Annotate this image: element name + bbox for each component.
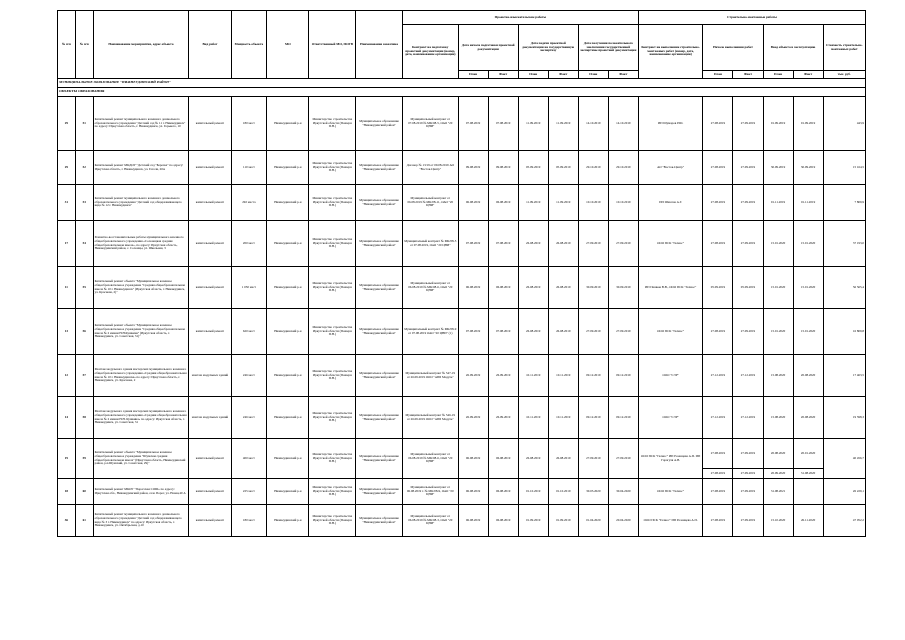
row-commission-fact: 20.08.2020 <box>793 355 823 397</box>
row-customer: Муниципальное образование "Нижнеудинский район" <box>356 151 403 185</box>
row-build-contract: ООО ПСК "Гелиос" ИП Розанцева А.П. ИП Гарагуля А.В. <box>638 439 703 479</box>
col-group-design: Проектно-изыскательские работы <box>402 11 638 25</box>
row-commission-plan: 01.09.2019 <box>763 97 793 151</box>
row-commission-fact: 01.11.2019 <box>793 185 823 221</box>
row-commission-plan-extra: 20.09.2020 <box>763 469 793 479</box>
subsection-title: ОБЪЕКТЫ ОБРАЗОВАНИЯ <box>58 88 866 97</box>
row-name: Монтаж модульного здания мастерских муниципального казенного общеобразовательного учреждения «Средняя общеобразовательная школа № 10 г. Нижнеудинска» по адресу: Иркутская область, г. Нижнеудинск, ул. Краснова, 2 <box>93 355 189 397</box>
row-expertise-result-plan: 30.03.2020 <box>578 479 608 505</box>
row-num-fin: 31 <box>58 185 76 221</box>
row-expertise-result-plan: 01.04.2020 <box>578 505 608 537</box>
row-work-type: монтаж модульных зданий <box>189 397 231 439</box>
row-customer: Муниципальное образование "Нижнеудинский район" <box>356 505 403 537</box>
row-commission-plan: 15.01.2020 <box>763 221 793 267</box>
row-expertise-submit-plan: 26.08.2019 <box>518 221 548 267</box>
row-cost: 37 193,0 <box>823 221 865 267</box>
row-expertise-result-plan: 09.12.2019 <box>578 355 608 397</box>
row-mo: Нижнеудинский р-н <box>267 221 309 267</box>
row-name: Капитальный ремонт МКДОУ "Детский сад "Березка" по адресу: Иркутская область, г. Нижнеудинск, ул. Гоголя, 20А <box>93 151 189 185</box>
col-resp: Ответственный МО, ПОГВ <box>309 11 356 79</box>
row-expertise-submit-plan: 26.08.2019 <box>518 309 548 355</box>
row-name: Капитальный ремонт муниципального казенного дошкольного образовательного учреждения "Детский сад № 11 г. Нижнеудинск" по адресу: Иркутская область, г. Нижнеудинск, ул. Горького, 10 <box>93 97 189 151</box>
row-commission-plan: 15.08.2020 <box>763 397 793 439</box>
row-design-start-fact: 26.09.2019 <box>488 355 518 397</box>
row-num-fin: 29 <box>58 97 76 151</box>
row-commission-fact: 20.08.2020 <box>793 397 823 439</box>
row-customer: Муниципальное образование "Нижнеудинский район" <box>356 221 403 267</box>
row-design-contract: Муниципальный контракт от 06.08.2019 г. № МК/08-9, ОАО "20 ЦНИ" <box>402 479 458 505</box>
row-customer: Муниципальное образование "Нижнеудинский район" <box>356 309 403 355</box>
row-work-type: капитальный ремонт <box>189 97 231 151</box>
row-work-type: капитальный ремонт <box>189 185 231 221</box>
row-build-start-fact: 27.09.2019 <box>733 479 763 505</box>
row-num: 53 <box>75 185 93 221</box>
row-build-start-plan: 27.08.2019 <box>703 505 733 537</box>
fact-label: Факт <box>793 71 823 79</box>
row-design-contract: Муниципальный контракт № 547-19 от 26.09.2019 ООО "АПБ Модуль" <box>402 355 458 397</box>
row-design-start-fact: 06.08.2019 <box>488 439 518 479</box>
col-num-fin: № п/п <box>58 11 76 79</box>
row-resp: Министерство строительства Иркутской области (Пошерн П.Н.) <box>309 309 356 355</box>
row-build-start-plan: 27.12.2019 <box>703 397 733 439</box>
row-commission-fact: 26.11.2020 <box>793 505 823 537</box>
row-design-contract: Муниципальный контракт от 07.08.2019 № МК/08-5, ОАО "20 ЦНИ" <box>402 97 458 151</box>
col-expertise-result: Дата получения положительного заключения государственной экспертизы проектной документации <box>578 25 638 71</box>
row-commission-plan: 15.08.2020 <box>763 355 793 397</box>
row-build-start-fact: 05.09.2019 <box>733 267 763 309</box>
row-design-contract: Договор № 13/19 от 09.08.2019 АО "Восток-Центр" <box>402 151 458 185</box>
table-row <box>58 355 866 397</box>
row-mo: Нижнеудинский р-н <box>267 479 309 505</box>
row-cost: 17 463,5 <box>823 355 865 397</box>
col-design-start: Дата начала подготовки проектной документации <box>458 25 518 71</box>
row-commission-fact: 01.09.2019 <box>793 97 823 151</box>
row-name: Капитальный ремонт муниципального казенного дошкольного образовательного учреждения "Детский сад общеразвивающего вида № 12 г. Нижнеудинск" <box>93 185 189 221</box>
row-build-start-fact: 27.09.2019 <box>733 505 763 537</box>
row-mo: Нижнеудинский р-н <box>267 439 309 479</box>
document-sheet <box>57 10 866 537</box>
row-mo: Нижнеудинский р-н <box>267 355 309 397</box>
row-cost: 19 598,3 <box>823 397 865 439</box>
row-build-start-fact: 27.12.2019 <box>733 355 763 397</box>
row-num: 55 <box>75 267 93 309</box>
row-expertise-submit-fact: 01.09.2019 <box>548 505 578 537</box>
row-work-type: капитальный ремонт <box>189 267 231 309</box>
row-mo: Нижнеудинский р-н <box>267 309 309 355</box>
row-num-fin: 13 <box>58 309 76 355</box>
row-build-contract: ИП Пашков В.В., ООО ПСК "Гелиос" <box>638 267 703 309</box>
row-design-start-plan: 26.09.2019 <box>458 397 488 439</box>
row-cost: 40 456,7 <box>823 439 865 479</box>
row-design-start-plan: 06.08.2019 <box>458 267 488 309</box>
row-design-contract: Муниципальный контракт от 06.08.2019 № МК/08-11, ОАО "20 ЦНИ" <box>402 185 458 221</box>
row-mo: Нижнеудинский р-н <box>267 397 309 439</box>
row-capacity: 180 мест <box>231 505 267 537</box>
row-build-start-plan: 27.08.2019 <box>703 97 733 151</box>
col-num: № п/п <box>75 11 93 79</box>
row-resp: Министерство строительства Иркутской области (Пошерн П.Н.) <box>309 185 356 221</box>
row-expertise-result-plan: 30.09.2019 <box>578 267 608 309</box>
row-design-start-fact: 07.08.2019 <box>488 97 518 151</box>
row-capacity: 180 мест <box>231 97 267 151</box>
row-work-type: капитальный ремонт <box>189 439 231 479</box>
table-row <box>58 151 866 185</box>
row-commission-fact: 15.01.2020 <box>793 221 823 267</box>
row-build-start-fact: 27.09.2019 <box>733 97 763 151</box>
row-expertise-submit-fact: 26.08.2019 <box>548 267 578 309</box>
row-design-start-plan: 06.08.2019 <box>458 439 488 479</box>
row-design-start-fact: 06.08.2019 <box>488 185 518 221</box>
row-commission-fact <box>793 479 823 505</box>
row-build-contract: ООО "СЭР" <box>638 397 703 439</box>
row-expertise-result-fact: 20.04.2020 <box>608 505 638 537</box>
row-capacity: 620 мест <box>231 309 267 355</box>
row-capacity: 110 мест <box>231 151 267 185</box>
row-expertise-submit-fact: 26.08.2019 <box>548 439 578 479</box>
row-cost: 47 052,2 <box>823 505 865 537</box>
row-build-start-plan: 27.08.2019 <box>703 309 733 355</box>
col-cost: Стоимость строительно-монтажных работ <box>823 25 865 71</box>
row-build-start-plan: 05.09.2019 <box>703 267 733 309</box>
row-expertise-submit-plan: 01.10.2019 <box>518 479 548 505</box>
row-num-fin: 36 <box>58 505 76 537</box>
row-commission-fact: 20.01.2020 <box>793 439 823 469</box>
row-num-fin: 29 <box>58 151 76 185</box>
row-build-start-fact: 27.09.2019 <box>733 309 763 355</box>
row-expertise-result-plan: 27.09.2019 <box>578 439 608 479</box>
row-capacity: 200 мест <box>231 221 267 267</box>
row-expertise-submit-plan: 11.09.2019 <box>518 185 548 221</box>
row-cost: 15 164,5 <box>823 151 865 185</box>
row-num-fin: 12 <box>58 355 76 397</box>
table-row <box>58 479 866 505</box>
row-expertise-submit-plan: 26.08.2019 <box>518 267 548 309</box>
col-capacity: Мощность объекта <box>231 11 267 79</box>
row-expertise-submit-plan: 05.09.2019 <box>518 151 548 185</box>
row-capacity: 246 мест <box>231 397 267 439</box>
row-expertise-submit-plan: 10.11.2019 <box>518 397 548 439</box>
row-expertise-submit-fact: 11.09.2019 <box>548 97 578 151</box>
row-work-type: капитальный ремонт <box>189 151 231 185</box>
row-capacity: 225 мест <box>231 479 267 505</box>
fact-label: Факт <box>608 71 638 79</box>
row-design-start-plan: 09.08.2019 <box>458 151 488 185</box>
row-capacity: 246 мест <box>231 355 267 397</box>
row-expertise-submit-fact: 10.11.2019 <box>548 397 578 439</box>
row-design-start-plan: 07.08.2019 <box>458 221 488 267</box>
row-build-start-fact: 27.09.2019 <box>733 185 763 221</box>
row-expertise-submit-fact: 26.08.2019 <box>548 221 578 267</box>
row-resp: Министерство строительства Иркутской области (Пошерн П.Н.) <box>309 267 356 309</box>
objects-table <box>57 10 866 537</box>
row-build-contract: ИП Шмотов А.Г. <box>638 185 703 221</box>
row-build-start-fact: 27.12.2019 <box>733 397 763 439</box>
row-expertise-result-plan: 09.12.2019 <box>578 397 608 439</box>
row-expertise-result-plan: 29.10.2019 <box>578 151 608 185</box>
row-work-type: капитальный ремонт <box>189 505 231 537</box>
table-body <box>58 79 866 537</box>
row-name: Ремонтно-восстановительные работы муниципального казенного общеобразовательного учреждения «Солонецкая средняя общеобразовательная школа», по адресу: Иркутская область, Нижнеудинский район, с. Солонцы, ул. Школьная, 3 <box>93 221 189 267</box>
row-mo: Нижнеудинский р-н <box>267 151 309 185</box>
row-commission-fact: 15.01.2020 <box>793 267 823 309</box>
row-name: Капитальный ремонт муниципального казенного дошкольного образовательного учреждения "Детский сад общеразвивающего вида № 3 г. Нижнеудинск" по адресу: Иркутская область, г. Нижнеудинск, ул. Октябрьская, д.10 <box>93 505 189 537</box>
row-resp: Министерство строительства Иркутской области (Пошерн П.Н.) <box>309 221 356 267</box>
plan-label: План <box>703 71 733 79</box>
row-build-contract: ООО ПСК "Гелиос" <box>638 479 703 505</box>
row-design-start-fact: 07.08.2019 <box>488 309 518 355</box>
row-expertise-submit-fact: 11.09.2019 <box>548 185 578 221</box>
row-design-start-fact: 09.08.2019 <box>488 151 518 185</box>
row-customer: Муниципальное образование "Нижнеудинский район" <box>356 97 403 151</box>
row-commission-plan: 15.01.2020 <box>763 309 793 355</box>
col-name: Наименование мероприятия, адрес объекта <box>93 11 189 79</box>
row-expertise-result-fact: 30.09.2019 <box>608 267 638 309</box>
col-work-type: Вид работ <box>189 11 231 79</box>
row-num: 60 <box>75 479 93 505</box>
row-num: 52 <box>75 151 93 185</box>
col-customer: Наименование заказчика <box>356 11 403 79</box>
row-num: 59 <box>75 439 93 479</box>
col-commission: Ввод объекта в эксплуатацию <box>763 25 823 71</box>
row-build-start-plan: 27.08.2019 <box>703 151 733 185</box>
row-resp: Министерство строительства Иркутской области (Пошерн П.Н.) <box>309 505 356 537</box>
row-num: 61 <box>75 505 93 537</box>
table-row <box>58 185 866 221</box>
row-customer: Муниципальное образование "Нижнеудинский район" <box>356 397 403 439</box>
row-build-start-plan: 27.08.2019 <box>703 185 733 221</box>
row-mo: Нижнеудинский р-н <box>267 267 309 309</box>
fact-label: Факт <box>733 71 763 79</box>
row-expertise-result-fact: 27.09.2019 <box>608 439 638 479</box>
table-row <box>58 97 866 151</box>
plan-label: План <box>763 71 793 79</box>
row-expertise-result-plan: 14.10.2019 <box>578 97 608 151</box>
row-build-contract: ООО ПСК "Гелиос" <box>638 309 703 355</box>
row-design-start-plan: 26.09.2019 <box>458 355 488 397</box>
row-num: 54 <box>75 221 93 267</box>
row-commission-fact-extra: 31.08.2020 <box>793 469 823 479</box>
row-expertise-submit-plan: 11.09.2019 <box>518 97 548 151</box>
row-customer: Муниципальное образование "Нижнеудинский район" <box>356 185 403 221</box>
row-resp: Министерство строительства Иркутской области (Пошерн П.Н.) <box>309 439 356 479</box>
row-build-start-fact: 27.09.2019 <box>733 151 763 185</box>
row-design-start-fact: 06.08.2019 <box>488 267 518 309</box>
row-expertise-result-fact: 30.04.2020 <box>608 479 638 505</box>
row-expertise-result-plan: 10.10.2019 <box>578 185 608 221</box>
row-num: 57 <box>75 355 93 397</box>
row-mo: Нижнеудинский р-н <box>267 505 309 537</box>
row-customer: Муниципальное образование "Нижнеудинский район" <box>356 439 403 479</box>
row-design-start-fact: 06.08.2019 <box>488 505 518 537</box>
row-work-type: капитальный ремонт <box>189 221 231 267</box>
row-num-fin: 19 <box>58 439 76 479</box>
row-expertise-submit-plan: 01.09.2019 <box>518 505 548 537</box>
row-design-start-fact: 06.08.2019 <box>488 479 518 505</box>
row-commission-plan: 01.11.2019 <box>763 185 793 221</box>
row-cost: 443,9 <box>823 97 865 151</box>
row-design-contract: Муниципальный контракт № МК/08-5 от 07.08.2019, ОАО "20 ЦНИ" <box>402 221 458 267</box>
row-build-start-plan: 27.08.2019 <box>703 439 733 469</box>
table-row <box>58 439 866 469</box>
row-expertise-result-fact: 29.10.2019 <box>608 151 638 185</box>
unit-label: тыс. руб. <box>823 71 865 79</box>
row-customer: Муниципальное образование "Нижнеудинский район" <box>356 479 403 505</box>
row-capacity: 1 050 мест <box>231 267 267 309</box>
row-name: Капитальный ремонт объекта "Муниципальное казенное общеобразовательное учреждение "Шумская средняя общеобразовательная школа" (Иркутская область, Нижнеудинский район, р.п.Шумский, ул. Советская, 29)" <box>93 439 189 479</box>
row-commission-plan: 20.08.2020 <box>763 439 793 469</box>
row-commission-plan: 15.10.2020 <box>763 505 793 537</box>
row-design-contract: Муниципальный контракт от 06.08.2019 № МК/08-6, ОАО "20 ЦНИ" <box>402 267 458 309</box>
row-commission-plan: 31.08.2021 <box>763 479 793 505</box>
table-header <box>58 11 866 79</box>
table-row <box>58 221 866 267</box>
col-build-contract: Контракт на выполнение строительно-монтажных работ (номер, дата, наименование организации) <box>638 25 703 79</box>
fact-label: Факт <box>548 71 578 79</box>
row-build-start-fact-extra: 27.09.2019 <box>733 469 763 479</box>
row-expertise-result-fact: 27.09.2019 <box>608 309 638 355</box>
fact-label: Факт <box>488 71 518 79</box>
row-design-start-plan: 06.08.2019 <box>458 185 488 221</box>
col-build-start: Начало выполнения работ <box>703 25 763 71</box>
row-design-start-plan: 06.08.2019 <box>458 479 488 505</box>
row-expertise-submit-plan: 26.08.2019 <box>518 439 548 479</box>
row-design-start-plan: 06.08.2019 <box>458 505 488 537</box>
row-expertise-result-plan: 27.09.2019 <box>578 221 608 267</box>
row-expertise-submit-plan: 10.11.2019 <box>518 355 548 397</box>
row-mo: Нижнеудинский р-н <box>267 97 309 151</box>
row-customer: Муниципальное образование "Нижнеудинский район" <box>356 267 403 309</box>
row-design-contract: Муниципальный контракт № 546-19 от 26.09.2019 ООО "АПБ Модуль" <box>402 397 458 439</box>
row-resp: Министерство строительства Иркутской области (Пошерн П.Н.) <box>309 397 356 439</box>
row-design-start-plan: 07.08.2019 <box>458 309 488 355</box>
row-design-contract: Муниципальный контракт от 06.08.2019 № МК/08-3, ОАО "20 ЦНИ" <box>402 505 458 537</box>
row-expertise-result-plan: 27.09.2019 <box>578 309 608 355</box>
col-design-contract: Контракт на подготовку проектной документации (номер, дата, наименование организации) <box>402 25 458 79</box>
row-customer: Муниципальное образование "Нижнеудинский район" <box>356 355 403 397</box>
row-num-fin: 11 <box>58 267 76 309</box>
col-expertise-submit: Дата подачи проектной документации на государственную экспертизу <box>518 25 578 71</box>
row-commission-plan: 30.09.2019 <box>763 151 793 185</box>
table-row <box>58 267 866 309</box>
row-expertise-result-fact: 09.12.2019 <box>608 355 638 397</box>
row-build-start-plan: 27.08.2019 <box>703 479 733 505</box>
row-expertise-submit-fact: 26.08.2019 <box>548 309 578 355</box>
row-cost: 56 565,4 <box>823 267 865 309</box>
row-design-contract: Муниципальный контракт от 06.08.2019 № МК/08-6, ОАО "20 ЦНИ" <box>402 439 458 479</box>
row-build-start-fact: 27.09.2019 <box>733 439 763 469</box>
row-design-start-fact: 07.08.2019 <box>488 221 518 267</box>
row-build-contract: АО "Восток-Центр" <box>638 151 703 185</box>
col-group-build: Строительно-монтажные работы <box>638 11 865 25</box>
row-work-type: капитальный ремонт <box>189 309 231 355</box>
row-cost: 7 809,9 <box>823 185 865 221</box>
row-commission-fact: 15.01.2020 <box>793 309 823 355</box>
row-name: Монтаж модульного здания мастерских муниципального казенного общеобразовательного учреждения «Средняя общеобразовательная школа № 2 имени Н.Н. Кушкина» по адресу: Иркутская область, г. Нижнеудинск, ул. Советская, 31 <box>93 397 189 439</box>
row-num-fin: 18 <box>58 479 76 505</box>
row-commission-plan: 15.01.2020 <box>763 267 793 309</box>
row-num: 56 <box>75 309 93 355</box>
section-title: МУНИЦИПАЛЬНОЕ ОБРАЗОВАНИЕ "НИЖНЕУДИНСКИЙ РАЙОН" <box>58 79 866 88</box>
row-build-start-fact: 27.09.2019 <box>733 221 763 267</box>
row-work-type: монтаж модульных зданий <box>189 355 231 397</box>
row-build-contract: ООО ПСК "Гелиос" <box>638 221 703 267</box>
row-num-fin: 17 <box>58 221 76 267</box>
row-build-start-plan: 27.08.2019 <box>703 221 733 267</box>
table-row <box>58 397 866 439</box>
row-build-contract: ООО ПСК "Гелиос" ИП Розанцева А.П. <box>638 505 703 537</box>
row-expertise-submit-fact: 01.10.2019 <box>548 479 578 505</box>
row-expertise-result-fact: 10.10.2019 <box>608 185 638 221</box>
row-resp: Министерство строительства Иркутской области (Пошерн П.Н.) <box>309 355 356 397</box>
plan-label: План <box>578 71 608 79</box>
row-expertise-result-fact: 27.09.2019 <box>608 221 638 267</box>
row-design-start-fact: 26.09.2019 <box>488 397 518 439</box>
row-work-type: капитальный ремонт <box>189 479 231 505</box>
row-name: Капитальный ремонт объекта "Муниципальное казенное общеобразовательное учреждение "Средняя общеобразовательная школа № 2 имени Н.Н.Кушкина" (Иркутская область, г. Нижнеудинск, ул. Советская, 31)" <box>93 309 189 355</box>
plan-label: План <box>518 71 548 79</box>
row-mo: Нижнеудинский р-н <box>267 185 309 221</box>
row-build-contract: ООО "СЭР" <box>638 355 703 397</box>
plan-label: План <box>458 71 488 79</box>
row-resp: Министерство строительства Иркутской области (Пошерн П.Н.) <box>309 479 356 505</box>
row-name: Капитальный ремонт МКОУ "Порогская СОШ» по адресу: Иркутская обл., Нижнеудинский район, село Порог, ул. Новая,40 А <box>93 479 189 505</box>
row-design-contract: Муниципальный контракт № МК/08-9 от 07.08.2019 ОАО "20 ЦНИ" (1) <box>402 309 458 355</box>
row-cost: 26 229,1 <box>823 479 865 505</box>
row-capacity: 292 места <box>231 185 267 221</box>
table-row <box>58 505 866 537</box>
row-expertise-submit-fact: 10.11.2019 <box>548 355 578 397</box>
row-name: Капитальный ремонт объекта "Муниципальное казенное общеобразовательное учреждение "Средняя общеобразовательная школа № 10 г. Нижнеудинск" (Иркутская область, г. Нижнеудинск, ул. Краснова, 2)" <box>93 267 189 309</box>
row-num: 51 <box>75 97 93 151</box>
row-capacity: 400 мест <box>231 439 267 479</box>
row-build-contract: ИП Шумаров Р.Ш. <box>638 97 703 151</box>
col-mo: МО <box>267 11 309 79</box>
row-num: 58 <box>75 397 93 439</box>
row-resp: Министерство строительства Иркутской области (Пошерн П.Н.) <box>309 151 356 185</box>
row-expertise-result-fact: 09.12.2019 <box>608 397 638 439</box>
table-row <box>58 309 866 355</box>
row-build-start-plan-extra: 27.08.2019 <box>703 469 733 479</box>
row-design-start-plan: 07.08.2019 <box>458 97 488 151</box>
row-num-fin: 14 <box>58 397 76 439</box>
row-build-start-plan: 27.12.2019 <box>703 355 733 397</box>
row-commission-fact: 30.09.2019 <box>793 151 823 185</box>
row-expertise-result-fact: 14.10.2019 <box>608 97 638 151</box>
row-expertise-submit-fact: 05.09.2019 <box>548 151 578 185</box>
row-resp: Министерство строительства Иркутской области (Пошерн П.Н.) <box>309 97 356 151</box>
row-cost: 16 809,8 <box>823 309 865 355</box>
